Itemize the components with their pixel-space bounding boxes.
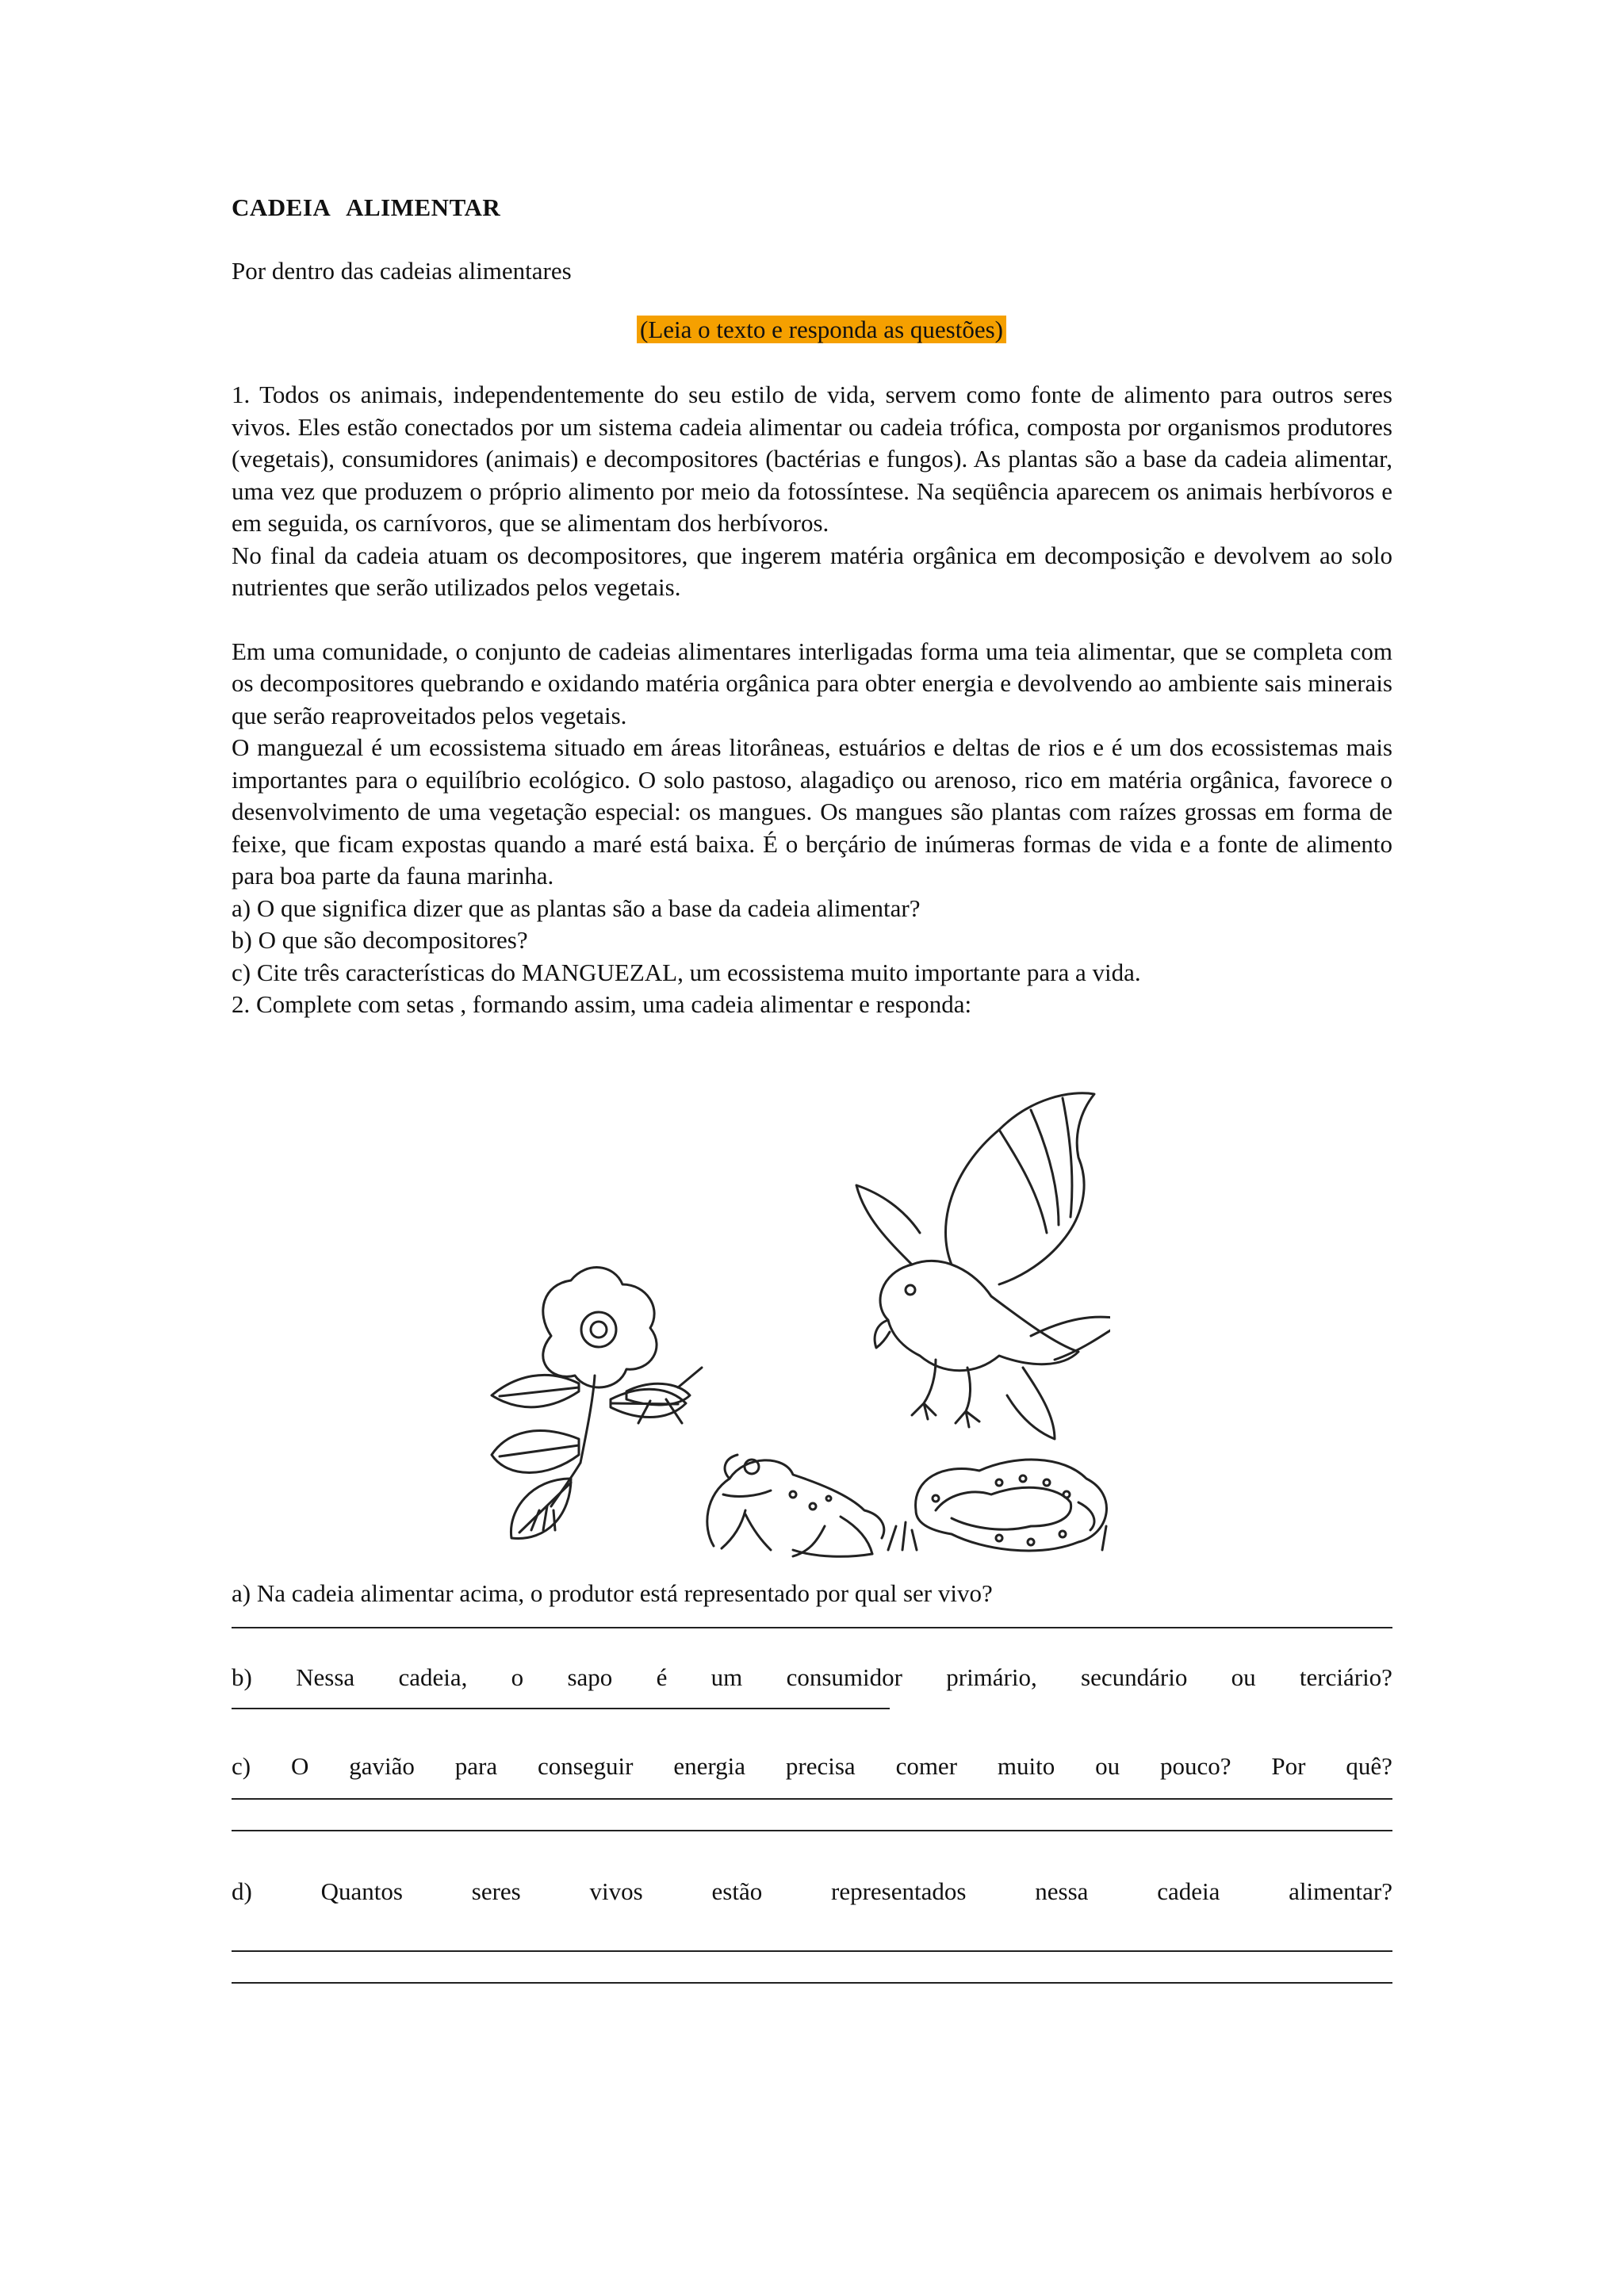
question-word: nessa: [1035, 1877, 1089, 1905]
question-word: muito: [997, 1752, 1055, 1780]
question-word: vivos: [589, 1877, 643, 1905]
question-2d: [232, 1876, 1392, 1908]
answer-line[interactable]: [232, 1609, 1392, 1628]
question-2b: [232, 1662, 1392, 1693]
flower-drawing: [492, 1268, 702, 1539]
paragraph-2: No final da cadeia atuam os decompositores, que ingerem matéria orgânica em decomposição e devolvem ao solo nutrientes que serão utilizados pelos vegetais.: [232, 541, 1392, 601]
instruction-row: [232, 314, 1392, 349]
question-word: sapo: [567, 1663, 613, 1691]
question-word: comer: [895, 1752, 958, 1780]
question-word: quê?: [1346, 1752, 1392, 1780]
hawk-drawing: [856, 1093, 1110, 1439]
question-word: ou: [1231, 1663, 1256, 1691]
food-chain-illustration: [238, 1082, 1110, 1558]
question-2c: [232, 1751, 1392, 1782]
question-word: gavião: [349, 1752, 415, 1780]
subtitle: Por dentro das cadeias alimentares: [232, 257, 572, 285]
question-word: cadeia: [1157, 1877, 1220, 1905]
question-word: conseguir: [537, 1752, 634, 1780]
question-word: Quantos: [320, 1877, 403, 1905]
question-word: b): [232, 1663, 252, 1691]
question-word: cadeia,: [398, 1663, 468, 1691]
question-word: consumidor: [786, 1663, 902, 1691]
question-word: energia: [673, 1752, 746, 1780]
question-word: pouco?: [1160, 1752, 1231, 1780]
question-2a: a) Na cadeia alimentar acima, o produtor está representado por qual ser vivo?: [232, 1579, 993, 1607]
frog-drawing: [707, 1455, 884, 1556]
question-word: o: [511, 1663, 524, 1691]
question-word: O: [290, 1752, 309, 1780]
question-word: alimentar?: [1289, 1877, 1392, 1905]
answer-section: [232, 1578, 1392, 1984]
question-word: representados: [831, 1877, 967, 1905]
answer-line[interactable]: [232, 1930, 1392, 1952]
answer-line[interactable]: [232, 1952, 1392, 1984]
question-word: ou: [1095, 1752, 1120, 1780]
worksheet-page: [232, 189, 1392, 1021]
question-word: é: [656, 1663, 668, 1691]
paragraph-4: O manguezal é um ecossistema situado em áreas litorâneas, estuários e deltas de rios e é um dos ecossistemas mais importantes para o equilíbrio ecológico. O solo pastoso, alagadiço ou arenoso, rico em matéria orgânica, favorece o desenvolvimento de uma vegetação especial: os mangues. Os mangues são plantas com raízes grossas em forma de feixe, que ficam expostas quando a maré está baixa. É o berçário de inúmeras formas de vida e a fonte de alimento para boa parte da fauna marinha.: [232, 733, 1392, 890]
highlighted-instruction: (Leia o texto e responda as questões): [637, 316, 1006, 343]
question-word: primário,: [946, 1663, 1037, 1691]
question-word: seres: [471, 1877, 521, 1905]
paragraph-1: 1. Todos os animais, independentemente do seu estilo de vida, servem como fonte de alimento para outros seres vivos. Eles estão conectados por um sistema cadeia alimentar ou cadeia trófica, composta por organismos produtores (vegetais), consumidores (animais) e decompositores (bactérias e fungos). As plantas são a base da cadeia alimentar, uma vez que produzem o próprio alimento por meio da fotossíntese. Na seqüência aparecem os animais herbívoros e em seguida, os carnívoros, que se alimentam dos herbívoros.: [232, 381, 1392, 537]
question-word: um: [710, 1663, 743, 1691]
answer-line[interactable]: [232, 1782, 1392, 1800]
page-title: CADEIA ALIMENTAR: [232, 193, 501, 221]
answer-line[interactable]: [232, 1693, 890, 1709]
question-word: secundário: [1081, 1663, 1188, 1691]
question-word: terciário?: [1299, 1663, 1392, 1691]
question-word: estão: [711, 1877, 763, 1905]
question-1a: a) O que significa dizer que as plantas são a base da cadeia alimentar?: [232, 894, 921, 922]
question-word: precisa: [785, 1752, 856, 1780]
snake-drawing: [888, 1460, 1110, 1551]
question-1c: c) Cite três características do MANGUEZAL, um ecossistema muito importante para a vida.: [232, 958, 1141, 986]
question-word: c): [232, 1752, 251, 1780]
question-2: 2. Complete com setas , formando assim, uma cadeia alimentar e responda:: [232, 990, 972, 1018]
question-word: Nessa: [296, 1663, 355, 1691]
question-word: d): [232, 1877, 252, 1905]
answer-line[interactable]: [232, 1800, 1392, 1831]
question-word: Por: [1271, 1752, 1306, 1780]
question-1b: b) O que são decompositores?: [232, 926, 528, 954]
question-word: para: [454, 1752, 498, 1780]
paragraph-3: Em uma comunidade, o conjunto de cadeias alimentares interligadas forma uma teia alimentar, que se completa com os decompositores quebrando e oxidando matéria orgânica para obter energia e devolvendo ao ambiente sais minerais que serão reaproveitados pelos vegetais.: [232, 637, 1392, 729]
